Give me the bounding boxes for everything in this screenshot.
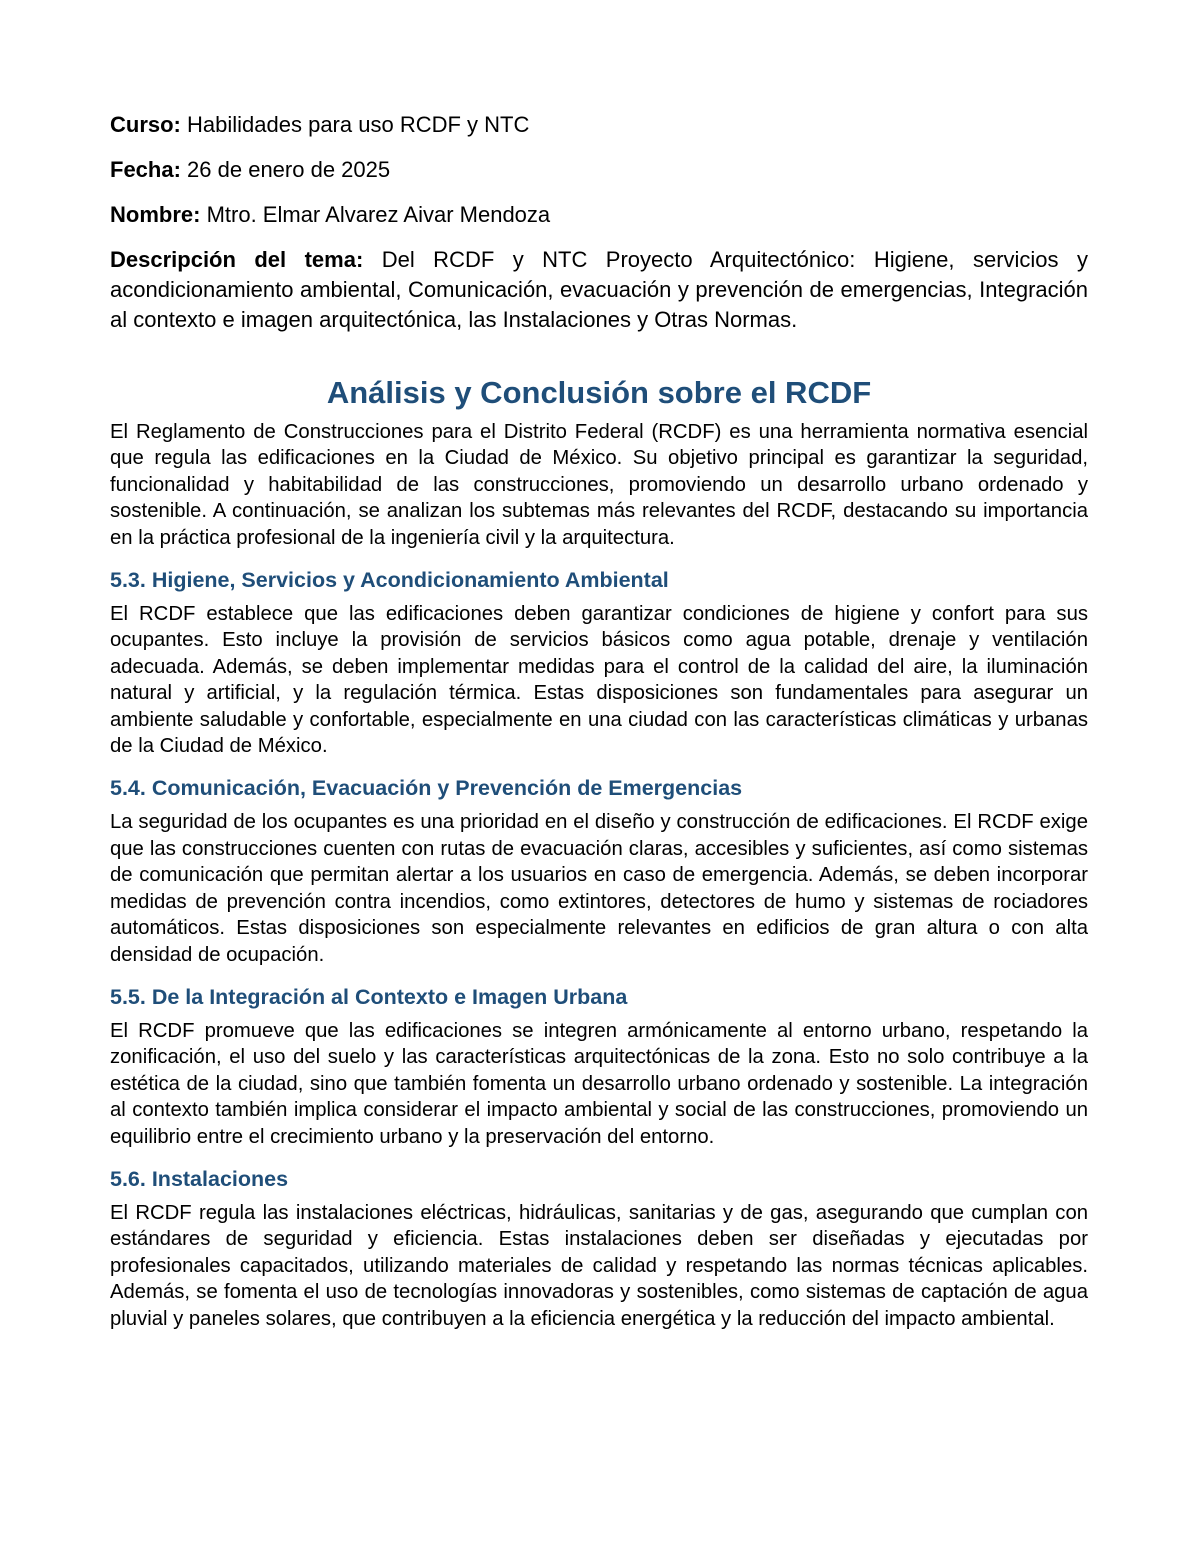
date-label: Fecha:: [110, 157, 181, 182]
section-paragraph: El RCDF establece que las edificaciones deben garantizar condiciones de higiene y confort para sus ocupantes. Esto incluye la provisión de servicios básicos como agua potable, drenaje y ventilación adecuada. Además, se deben implementar medidas para el control de la calidad del aire, la iluminación natural y artificial, y la regulación térmica. Estas disposiciones son fundamentales para asegurar un ambiente saludable y confortable, especialmente en una ciudad con las características climáticas y urbanas de la Ciudad de México.: [110, 603, 1088, 758]
section-heading: 5.5. De la Integración al Contexto e Imagen Urbana: [110, 984, 628, 1009]
document-title: Análisis y Conclusión sobre el RCDF: [326, 375, 872, 410]
name-label: Nombre:: [110, 202, 201, 227]
course-label: Curso:: [110, 112, 181, 137]
topic-description: [110, 245, 1088, 335]
date-line: [110, 155, 1088, 185]
section-5-4: [110, 773, 1088, 967]
section-5-3: [110, 565, 1088, 759]
date-value: 26 de enero de 2025: [187, 157, 391, 182]
name-value: Mtro. Elmar Alvarez Aivar Mendoza: [206, 202, 551, 227]
section-heading: 5.4. Comunicación, Evacuación y Prevención de Emergencias: [110, 776, 743, 801]
intro-paragraph: El Reglamento de Construcciones para el Distrito Federal (RCDF) es una herramienta normativa esencial que regula las edificaciones en la Ciudad de México. Su objetivo principal es garantizar la seguridad, funcionalidad y habitabilidad de las construcciones, promoviendo un desarrollo urbano ordenado y sostenible. A continuación, se analizan los subtemas más relevantes del RCDF, destacando su importancia en la práctica profesional de la ingeniería civil y la arquitectura.: [110, 421, 1088, 549]
section-paragraph: El RCDF promueve que las edificaciones se integren armónicamente al entorno urbano, respetando la zonificación, el uso del suelo y las características arquitectónicas de la zona. Esto no solo contribuye a la estética de la ciudad, sino que también fomenta un desarrollo urbano ordenado y sostenible. La integración al contexto también implica considerar el impacto ambiental y social de las construcciones, promoviendo un equilibrio entre el crecimiento urbano y la preservación del entorno.: [110, 1019, 1088, 1148]
section-heading: 5.3. Higiene, Servicios y Acondicionamiento Ambiental: [110, 568, 669, 593]
name-line: [110, 200, 1088, 230]
topic-description-label: Descripción del tema:: [110, 247, 364, 272]
section-5-5: [110, 982, 1088, 1150]
course-line: [110, 110, 1088, 140]
course-value: Habilidades para uso RCDF y NTC: [187, 112, 530, 137]
section-paragraph: El RCDF regula las instalaciones eléctricas, hidráulicas, sanitarias y de gas, asegurando que cumplan con estándares de seguridad y eficiencia. Estas instalaciones deben ser diseñadas y ejecutadas por profesionales capacitados, utilizando materiales de calidad y respetando las normas técnicas aplicables. Además, se fomenta el uso de tecnologías innovadoras y sostenibles, como sistemas de captación de agua pluvial y paneles solares, que contribuyen a la eficiencia energética y la reducción del impacto ambiental.: [110, 1201, 1088, 1330]
topic-description-value: Del RCDF y NTC Proyecto Arquitectónico: Higiene, servicios y acondicionamiento ambiental, Comunicación, evacuación y prevención de emergencias, Integración al contexto e imagen arquitectónica, las Instalaciones y Otras Normas.: [110, 247, 1088, 332]
section-5-6: [110, 1164, 1088, 1332]
section-paragraph: La seguridad de los ocupantes es una prioridad en el diseño y construcción de edificaciones. El RCDF exige que las construcciones cuenten con rutas de evacuación claras, accesibles y suficientes, así como sistemas de comunicación que permitan alertar a los usuarios en caso de emergencia. Además, se deben incorporar medidas de prevención contra incendios, como extintores, detectores de humo y sistemas de rociadores automáticos. Estas disposiciones son especialmente relevantes en edificios de gran altura o con alta densidad de ocupación.: [110, 811, 1088, 966]
document-page: [110, 110, 1088, 1332]
section-heading: 5.6. Instalaciones: [110, 1166, 289, 1191]
